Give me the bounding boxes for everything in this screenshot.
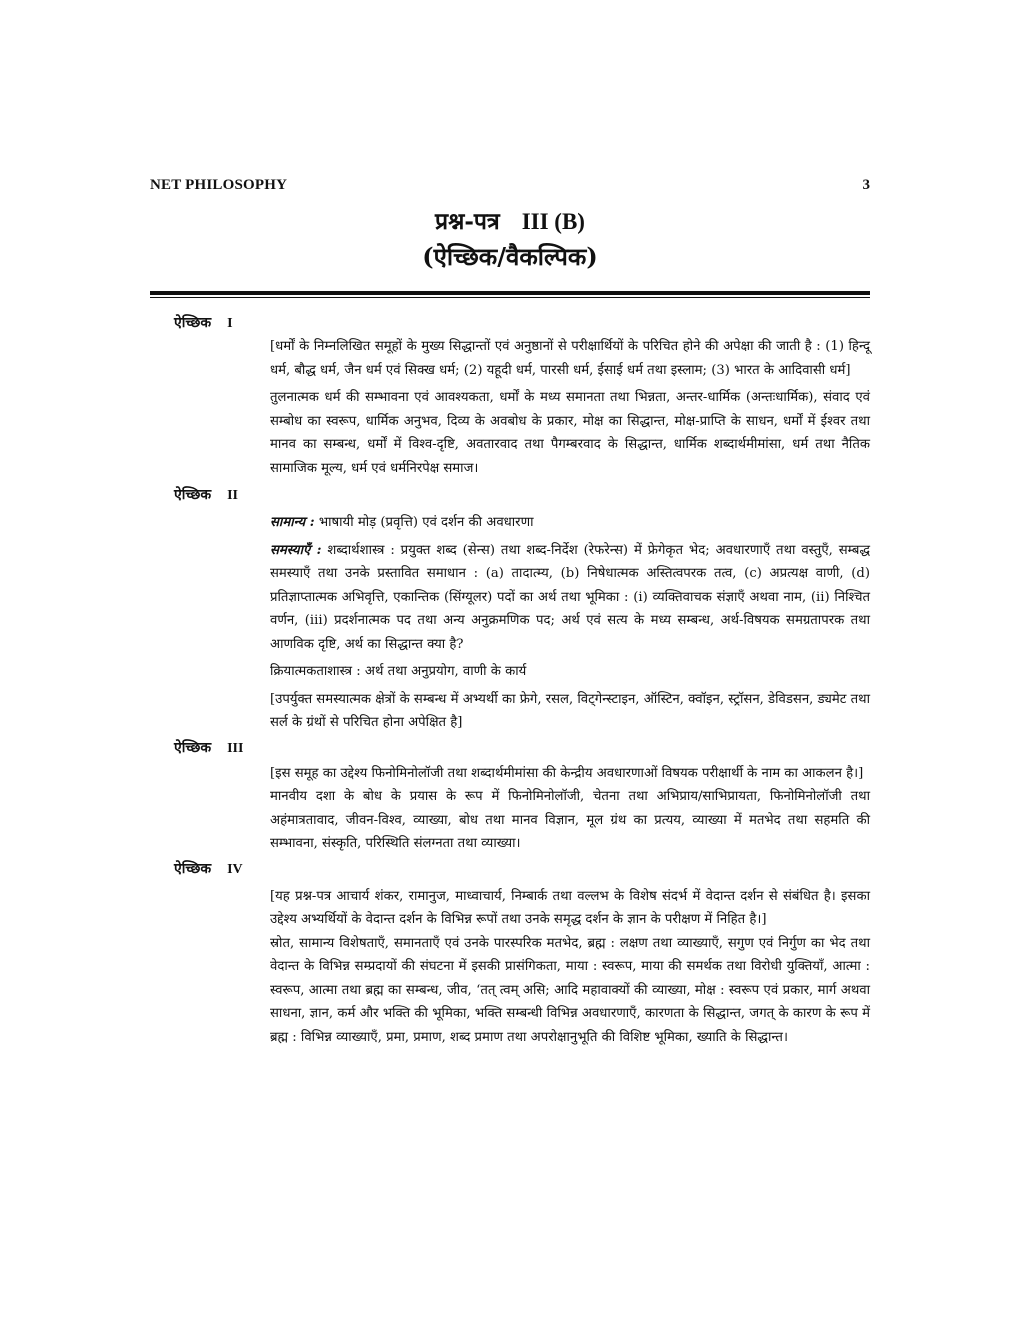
title-hindi: प्रश्न-पत्र: [435, 208, 500, 235]
divider-thick: [150, 291, 870, 295]
elective-section-3: [174, 737, 870, 856]
elective-heading: [174, 858, 870, 881]
elective-label: ऐच्छिक: [174, 860, 212, 877]
elective-label: ऐच्छिक: [174, 739, 212, 756]
problems-term: समस्याएँ :: [270, 542, 322, 558]
elective-intro: [धर्मों के निम्नलिखित समूहों के मुख्य सिद्धान्तों एवं अनुष्ठानों से परीक्षार्थियों के परिचित होने की अपेक्षा की जाती है : (1) हिन्दू धर्म, बौद्ध धर्म, जैन धर्म एवं सिक्ख धर्म; (2) यहूदी धर्म, पारसी धर्म, ईसाई धर्म तथा इस्लाम; (3) भारत के आदिवासी धर्म]: [270, 339, 870, 378]
title-divider: [150, 291, 870, 299]
problems-text: शब्दार्थशास्त्र : प्रयुक्त शब्द (सेन्स) तथा शब्द-निर्देश (रेफरेन्स) में फ्रेगेकृत भेद; अवधारणाएँ तथा वस्तुएँ, सम्बद्ध समस्याएँ तथा उनके प्रस्तावित समाधान : (a) तादात्म्य, (b) निषेधात्मक अस्तित्वपरक तत्व, (c) अप्रत्यक्ष वाणी, (d) प्रतिज्ञाप्तात्मक अभिवृत्ति, एकान्तिक (सिंग्यूलर) पदों का अर्थ तथा भूमिका : (i) व्यक्तिवाचक संज्ञाएँ अथवा नाम, (ii) निश्चित वर्णन, (iii) प्रदर्शनात्मक पद तथा अन्य अनुक्रमणिक पद; अर्थ एवं सत्य के मध्य सम्बन्ध, अर्थ-विषयक समग्रतापरक तथा आणविक दृष्टि, अर्थ का सिद्धान्त क्या है?: [270, 542, 870, 652]
elective-topics: तुलनात्मक धर्म की सम्भावना एवं आवश्यकता, धर्मों के मध्य समानता तथा भिन्नता, अन्तर-धार्मिक (अन्तःधार्मिक), संवाद एवं सम्बोध का स्वरूप, धार्मिक अनुभव, दिव्य के अवबोध के प्रकार, मोक्ष का सिद्धान्त, मोक्ष-प्राप्ति के साधन, धर्मों में ईश्वर तथा मानव का सम्बन्ध, धर्मों में विश्व-दृष्टि, अवतारवाद तथा पैगम्बरवाद के सिद्धान्त, धार्मिक शब्दार्थमीमांसा, धर्म तथा नैतिक सामाजिक मूल्य, धर्म एवं धर्मनिरपेक्ष समाज।: [270, 390, 870, 476]
general-text: भाषायी मोड़ (प्रवृत्ति) एवं दर्शन की अवधारणा: [314, 515, 534, 530]
elective-intro: [यह प्रश्न-पत्र आचार्य शंकर, रामानुज, माध्वाचार्य, निम्बार्क तथा वल्लभ के विशेष संदर्भ में वेदान्त दर्शन से संबंधित है। इसका उद्देश्य अभ्यर्थियों के वेदान्त दर्शन के विभिन्न रूपों तथा उनके समृद्ध दर्शन के ज्ञान के परीक्षण में निहित है।]: [270, 888, 870, 927]
elective-section-2: [174, 484, 870, 735]
title-line-2: (ऐच्छिक/वैकल्पिक): [422, 242, 598, 271]
elective-heading: [174, 484, 870, 507]
elective-topics: स्रोत, सामान्य विशेषताएँ, समानताएँ एवं उनके पारस्परिक मतभेद, ब्रह्म : लक्षण तथा व्याख्याएँ, सगुण एवं निर्गुण का भेद तथा वेदान्त के विभिन्न सम्प्रदायों की संघटना में इसकी प्रासंगिकता, माया : स्वरूप, माया की समर्थक तथा विरोधी युक्तियाँ, आत्मा : स्वरूप, आत्मा तथा ब्रह्म का सम्बन्ध, जीव, ‘तत् त्वम् असि; आदि महावाक्यों की व्याख्या, मोक्ष : स्वरूप एवं प्रकार, मार्ग अथवा साधना, ज्ञान, कर्म और भक्ति की भूमिका, भक्ति सम्बन्धी विभिन्न अवधारणाएँ, कारणता के सिद्धान्त, जगत् के कारण के रूप में ब्रह्म : विभिन्न व्याख्याएँ, प्रमा, प्रमाण, शब्द प्रमाण तथा अपरोक्षानुभूति की विशिष्ट भूमिका, ख्याति के सिद्धान्त।: [270, 935, 870, 1045]
elective-number: I: [227, 316, 233, 331]
divider-thin: [150, 297, 870, 298]
elective-label: ऐच्छिक: [174, 315, 212, 331]
elective-pragmatics: क्रियात्मकताशास्त्र : अर्थ तथा अनुप्रयोग, वाणी के कार्य: [270, 664, 527, 679]
elective-heading: [174, 312, 870, 335]
page-number: 3: [862, 177, 870, 193]
syllabus-body: [174, 312, 870, 1049]
elective-heading: [174, 737, 870, 760]
running-header: NET PHILOSOPHY: [150, 177, 288, 193]
elective-number: III: [227, 740, 244, 756]
elective-topics: मानवीय दशा के बोध के प्रयास के रूप में फिनोमिनोलॉजी, चेतना तथा अभिप्राय/साभिप्रायता, फिनोमिनोलॉजी तथा अहंमात्रतावाद, जीवन-विश्व, व्याख्या, बोध तथा मानव विज्ञान, मूल ग्रंथ का प्रत्यय, व्याख्या में मतभेद तथा सहमति की सम्भावना, संस्कृति, परिस्थिति संलग्नता तथा व्याख्या।: [270, 789, 870, 851]
elective-section-4: [174, 858, 870, 1050]
paper-title: [150, 205, 870, 275]
general-term: सामान्य :: [270, 515, 315, 530]
elective-number: II: [227, 488, 238, 503]
title-paper-number: III (B): [521, 209, 585, 234]
elective-intro: [इस समूह का उद्देश्य फिनोमिनोलॉजी तथा शब्दार्थमीमांसा की केन्द्रीय अवधारणाओं विषयक परीक्षार्थी के नाम का आकलन है।]: [270, 765, 864, 781]
elective-problems: [270, 539, 870, 657]
elective-number: IV: [227, 861, 243, 877]
elective-note: [उपर्युक्त समस्यात्मक क्षेत्रों के सम्बन्ध में अभ्यर्थी का फ्रेगे, रसल, विट्गेन्स्टाइन, ऑस्टिन, क्वॉइन, स्ट्रॉसन, डेविडसन, ड्यमेट तथा सर्ल के ग्रंथों से परिचित होना अपेक्षित है]: [270, 691, 870, 730]
title-line-1: [150, 205, 870, 239]
elective-label: ऐच्छिक: [174, 487, 212, 503]
elective-general: [270, 511, 870, 535]
elective-section-1: [174, 312, 870, 480]
